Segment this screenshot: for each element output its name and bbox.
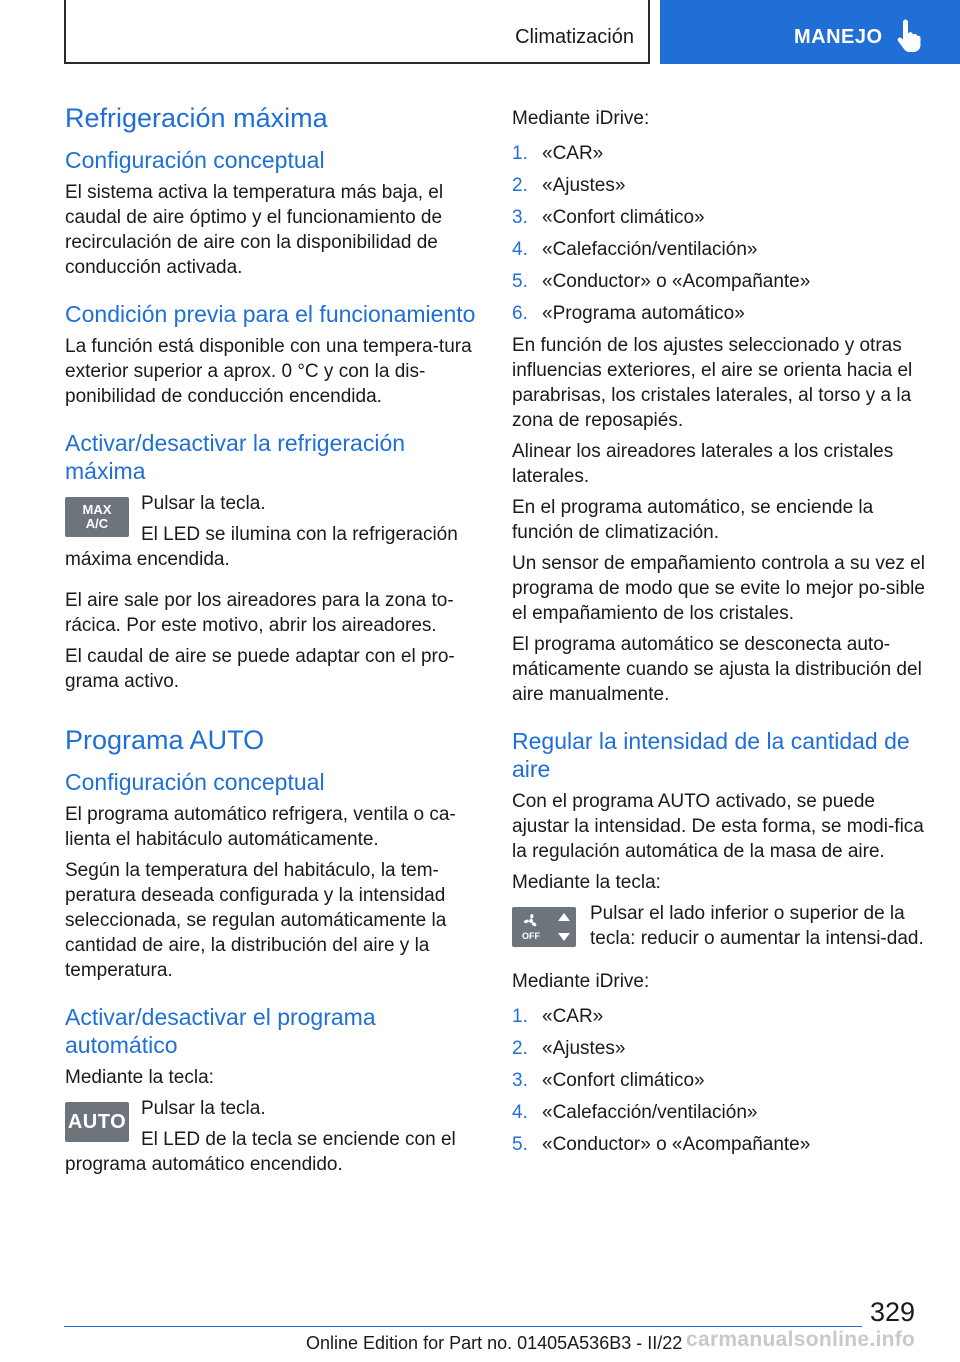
heading-regular-intensidad: Regular la intensidad de la cantidad de aire [512,728,910,782]
list-text: «CAR» [542,1006,604,1027]
heading-activar-refrigeracion: Activar/desactivar la refrigeración máxima [65,430,406,484]
list-item [512,1036,930,1068]
paragraph-aire-toracica: El aire sale por los aireadores para la zona to‐rácica. Por este motivo, abrir los aireadores. [65,590,454,636]
list-item [512,1068,930,1100]
list-text: «Ajustes» [542,175,626,196]
list-item [512,1100,930,1132]
fan-key-block [512,901,930,957]
paragraph-pulsar-tecla-1: Pulsar la tecla. [141,493,266,514]
idrive-steps-list-2 [512,1004,930,1164]
paragraph-auto-2: Según la temperatura del habitáculo, la tem‐peratura deseada configurada y la intensidad seleccionada, se regulan automáticamente la cantidad de aire, la distribución del aire y la temperatura. [65,860,447,981]
paragraph-caudal: El caudal de aire se puede adaptar con el pro‐grama activo. [65,646,455,692]
paragraph-mediante-tecla-1: Mediante la tecla: [65,1067,214,1088]
header-section-box [64,0,650,64]
list-item [512,269,930,301]
auto-key-block [65,1096,480,1183]
fan-off-label: OFF [522,931,540,941]
list-item [512,141,930,173]
list-number: 3. [512,207,528,228]
paragraph-mediante-tecla-2: Mediante la tecla: [512,872,661,893]
paragraph-condicion-previa: La función está disponible con una tempera‐tura exterior superior a aprox. 0 °C y con la dis‐ponibilidad de conducción encendida. [65,336,472,407]
hand-pointer-icon [894,18,924,54]
list-number: 3. [512,1070,528,1091]
paragraph-enciende: En el programa automático, se enciende la función de climatización. [512,497,874,543]
list-item [512,237,930,269]
list-item [512,1132,930,1164]
list-text: «Ajustes» [542,1038,626,1059]
idrive-steps-list-1 [512,141,930,333]
paragraph-configuracion-1: El sistema activa la temperatura más baja, el caudal de aire óptimo y el funcionamiento de recirculación de aire con la disponibilidad de conducción activada. [65,182,444,278]
list-item [512,301,930,333]
list-text: «Programa automático» [542,303,745,324]
list-number: 5. [512,271,528,292]
list-item [512,205,930,237]
section-title: Climatización [515,26,634,48]
list-number: 1. [512,1006,528,1027]
fan-icon [520,911,542,931]
list-number: 4. [512,1102,528,1123]
list-text: «Conductor» o «Acompañante» [542,271,811,292]
heading-condicion-previa: Condición previa para el funcionamiento [65,301,476,327]
list-text: «Confort climático» [542,1070,705,1091]
list-number: 4. [512,239,528,260]
list-text: «Calefacción/ventilación» [542,239,758,260]
watermark: carmanualsonline.info [686,1328,916,1351]
footer-divider [64,1326,862,1327]
heading-programa-auto: Programa AUTO [65,725,265,755]
paragraph-idrive-2: Mediante iDrive: [512,971,650,992]
left-column [65,96,480,1183]
list-text: «Conductor» o «Acompañante» [542,1134,811,1155]
paragraph-auto-1: El programa automático refrigera, ventila o ca‐lienta el habitáculo automáticamente. [65,804,456,850]
list-number: 6. [512,303,528,324]
max-ac-key-label-2: A/C [85,516,109,531]
page-number: 329 [870,1297,916,1327]
max-ac-key-label-1: MAX [82,502,112,517]
paragraph-desconecta: El programa automático se desconecta auto‐máticamente cuando se ajusta la distribución del aire manualmente. [512,634,922,705]
heading-activar-programa: Activar/desactivar el programa automático [65,1004,376,1058]
auto-key-icon: AUTO [65,1102,129,1142]
max-ac-key-icon [65,497,129,537]
list-item [512,173,930,205]
paragraph-led-2: El LED de la tecla se enciende con el programa automático encendido. [65,1129,456,1175]
heading-refrigeracion-maxima: Refrigeración máxima [65,103,328,133]
triangle-up-icon [558,913,570,921]
paragraph-alinear: Alinear los aireadores laterales a los cristales laterales. [512,441,894,487]
right-column [512,96,930,1164]
footer-edition: Online Edition for Part no. 01405A536B3 - II/22 [306,1333,683,1353]
list-text: «CAR» [542,143,604,164]
paragraph-en-funcion: En función de los ajustes seleccionado y otras influencias exteriores, el aire se orienta hacia el parabrisas, los cristales laterales, al torso y a la zona de reposapiés. [512,335,913,431]
heading-configuracion-1: Configuración conceptual [65,147,325,173]
paragraph-pulsar-lado: Pulsar el lado inferior o superior de la tecla: reducir o aumentar la intensi‐dad. [590,903,924,949]
paragraph-led-1: El LED se ilumina con la refrigeración máxima encendida. [65,524,458,570]
fan-off-key-icon [512,907,576,947]
list-number: 5. [512,1134,528,1155]
paragraph-idrive-1: Mediante iDrive: [512,108,650,129]
paragraph-regular: Con el programa AUTO activado, se puede ajustar la intensidad. De esta forma, se modi‐fica la regulación automática de la masa de aire. [512,791,924,862]
paragraph-pulsar-tecla-2: Pulsar la tecla. [141,1098,266,1119]
list-number: 2. [512,1038,528,1059]
list-text: «Calefacción/ventilación» [542,1102,758,1123]
list-number: 2. [512,175,528,196]
list-number: 1. [512,143,528,164]
chapter-label: MANEJO [794,26,883,48]
heading-configuracion-2: Configuración conceptual [65,769,325,795]
chapter-tab[interactable] [660,0,960,64]
triangle-down-icon [558,933,570,941]
list-item [512,1004,930,1036]
max-ac-key-block [65,491,480,578]
paragraph-sensor: Un sensor de empañamiento controla a su vez el programa de modo que se evite lo mejor po‐sible el empañamiento de los cristales. [512,553,925,624]
list-text: «Confort climático» [542,207,705,228]
